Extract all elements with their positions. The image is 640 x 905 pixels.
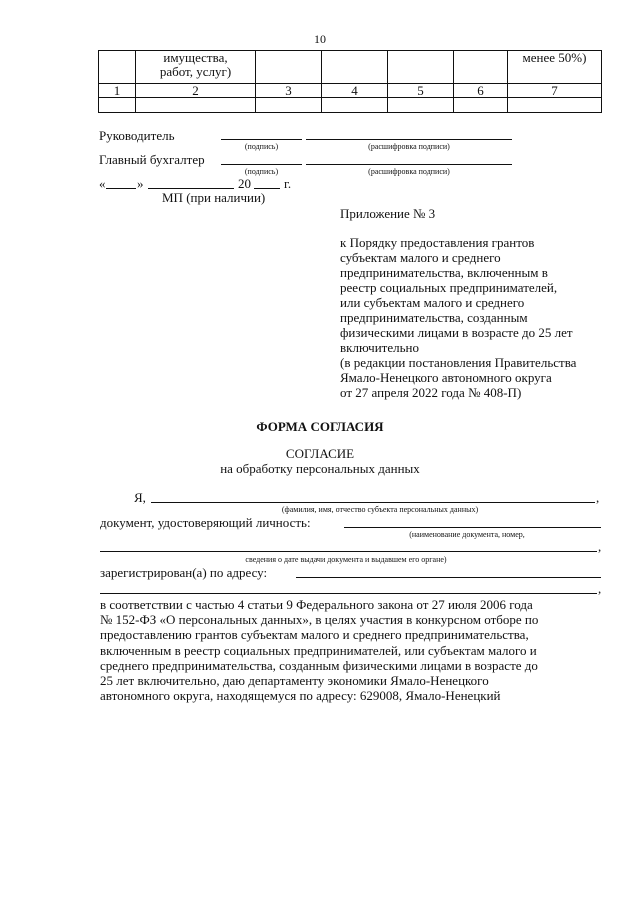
cell-line: работ, услуг) [159, 64, 232, 79]
head-decode-line [306, 139, 512, 140]
column-number: 2 [136, 84, 256, 98]
consent-title: СОГЛАСИЕ [285, 446, 355, 461]
table-cell: менее 50%) [508, 51, 602, 84]
document-comma: , [598, 539, 602, 554]
date-day-line [106, 188, 136, 189]
appendix-line: или субъектам малого и среднего [340, 295, 525, 310]
date-year-prefix: 20 [238, 176, 251, 191]
accountant-decode-line [306, 164, 512, 165]
appendix-line: физическими лицами в возрасте до 25 лет [340, 325, 573, 340]
date-month-line [148, 188, 234, 189]
fio-caption: (фамилия, имя, отчество субъекта персональных данных) [281, 505, 479, 514]
body-line: 25 лет включительно, даю департаменту экономики Ямало-Ненецкого [100, 673, 489, 689]
fio-input-line[interactable] [151, 502, 595, 503]
body-line: № 152-ФЗ «О персональных данных», в целях участия в конкурсном отборе по [100, 612, 539, 628]
body-line: включенным в реестр социальных предпринимателей, или субъектам малого и [100, 642, 537, 658]
decode-caption: (расшифровка подписи) [368, 167, 450, 176]
cell-line: имущества, [163, 50, 228, 65]
body-line: среднего предпринимательства, созданным физическими лицами в возрасте до [100, 657, 538, 673]
i-label: Я, [134, 490, 146, 505]
date-year-line [254, 188, 280, 189]
table-cell [256, 98, 322, 113]
fio-comma: , [596, 490, 600, 505]
date-close-quote: » [137, 176, 144, 191]
column-number: 3 [256, 84, 322, 98]
document-caption: (наименование документа, номер, [409, 530, 525, 539]
head-signature-line [221, 139, 302, 140]
appendix-line: субъектам малого и среднего [340, 250, 501, 265]
accountant-label: Главный бухгалтер [99, 152, 205, 167]
table-cell [388, 51, 454, 84]
signature-caption: (подпись) [244, 167, 279, 176]
appendix-line: от 27 апреля 2022 года № 408-П) [340, 385, 522, 400]
data-table [98, 50, 602, 113]
column-number: 7 [508, 84, 602, 98]
page-number: 10 [314, 32, 326, 46]
table-cell [508, 98, 602, 113]
signature-caption: (подпись) [244, 142, 279, 151]
accountant-signature-line [221, 164, 302, 165]
head-label: Руководитель [99, 128, 175, 143]
table-cell [322, 51, 388, 84]
column-number: 6 [454, 84, 508, 98]
table-cell [454, 98, 508, 113]
table-cell [136, 51, 256, 84]
table-row [99, 98, 602, 113]
appendix-title: Приложение № 3 [340, 206, 436, 221]
appendix-line: Ямало-Ненецкого автономного округа [340, 370, 552, 385]
table-cell [454, 51, 508, 84]
registration-label: зарегистрирован(а) по адресу: [100, 565, 268, 580]
appendix-line: (в редакции постановления Правительства [340, 355, 577, 370]
appendix-line: к Порядку предоставления грантов [340, 235, 535, 250]
date-open-quote: « [99, 176, 106, 191]
table-cell [136, 98, 256, 113]
decode-caption: (расшифровка подписи) [368, 142, 450, 151]
consent-subtitle: на обработку персональных данных [220, 461, 420, 476]
seal-label: МП (при наличии) [162, 190, 266, 205]
table-row [99, 51, 602, 84]
table-row [99, 84, 602, 98]
registration-input-line-2[interactable] [100, 593, 597, 594]
column-number: 4 [322, 84, 388, 98]
consent-title-block [0, 446, 640, 476]
document-details-line[interactable] [100, 551, 597, 552]
appendix-line: включительно [340, 340, 419, 355]
appendix-line: реестр социальных предпринимателей, [340, 280, 558, 295]
registration-input-line[interactable] [296, 577, 601, 578]
table-cell [322, 98, 388, 113]
table-cell [256, 51, 322, 84]
body-line: в соответствии с частью 4 статьи 9 Федерального закона от 27 июля 2006 года [100, 597, 533, 612]
table-cell [388, 98, 454, 113]
document-label: документ, удостоверяющий личность: [100, 515, 311, 530]
document-details-caption: сведения о дате выдачи документа и выдавшем его органе) [245, 555, 447, 564]
registration-comma: , [598, 581, 602, 596]
table-cell [99, 51, 136, 84]
body-line: предоставлению грантов субъектам малого и среднего предпринимательства, [100, 627, 529, 643]
column-number: 5 [388, 84, 454, 98]
appendix-block [340, 206, 576, 400]
body-line: автономного округа, находящемуся по адресу: 629008, Ямало-Ненецкий [100, 688, 501, 704]
appendix-line: предпринимательства, созданным [340, 310, 528, 325]
column-number: 1 [99, 84, 136, 98]
table-cell [99, 98, 136, 113]
document-input-line[interactable] [344, 527, 601, 528]
form-title: ФОРМА СОГЛАСИЯ [256, 419, 384, 434]
consent-body [100, 597, 606, 703]
date-year-suffix: г. [284, 176, 292, 191]
appendix-line: предпринимательства, включенным в [340, 265, 548, 280]
